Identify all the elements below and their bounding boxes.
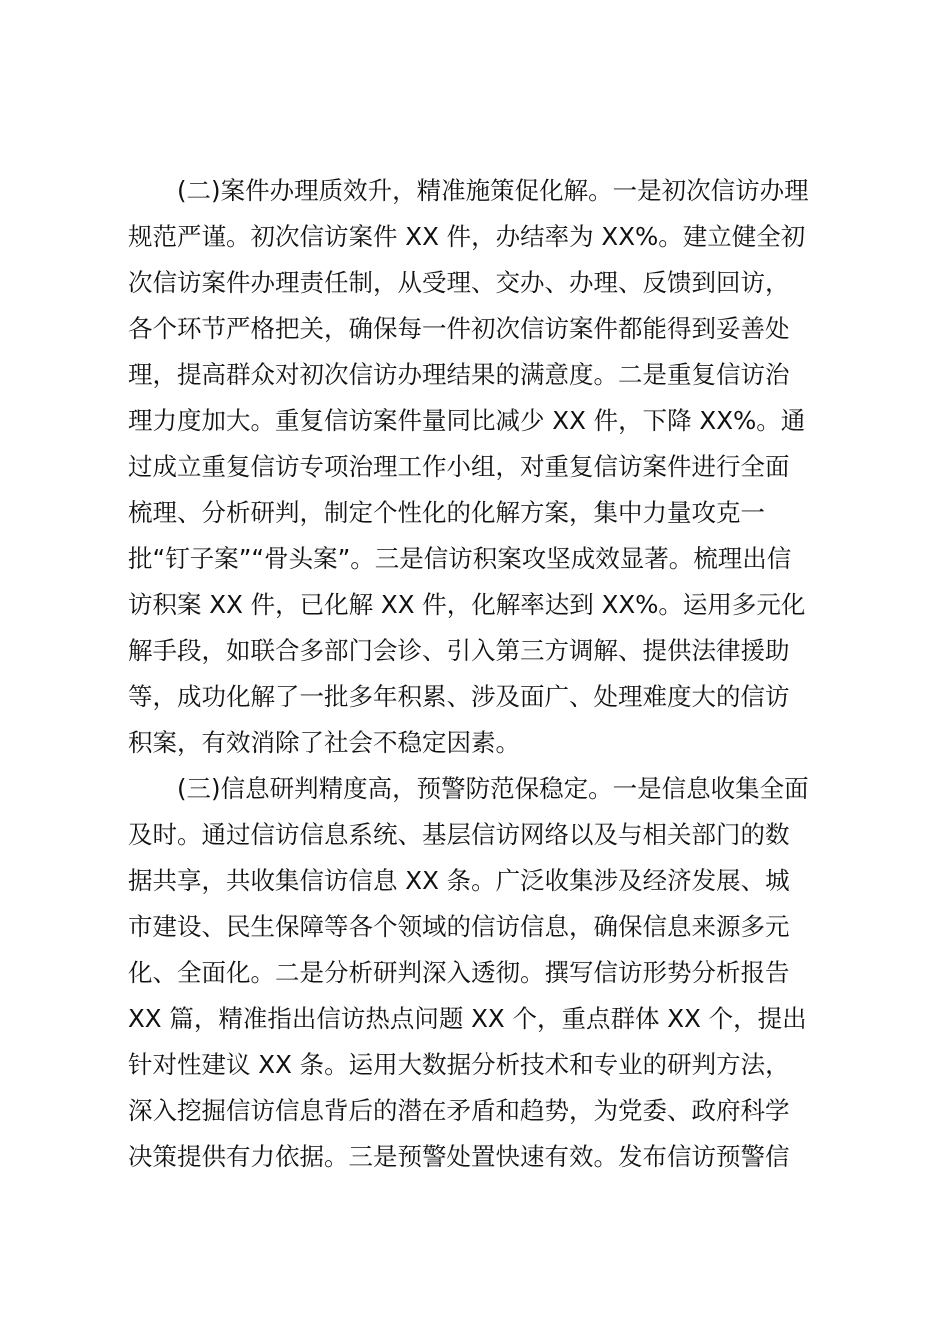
text-line: 积案，有效消除了社会不稳定因素。 — [128, 728, 520, 757]
text-line: 规范严谨。初次信访案件 XX 件，办结率为 XX%。建立健全初 — [128, 222, 806, 251]
paragraph-section-3 — [128, 766, 828, 1180]
text-line: 化、全面化。二是分析研判深入透彻。撰写信访形势分析报告 — [128, 958, 790, 987]
text-line: 解手段，如联合多部门会诊、引入第三方调解、提供法律援助 — [128, 636, 790, 665]
text-line: 决策提供有力依据。三是预警处置快速有效。发布信访预警信 — [128, 1142, 790, 1171]
text-line: 各个环节严格把关，确保每一件初次信访案件都能得到妥善处 — [128, 314, 790, 343]
text-line: 理，提高群众对初次信访办理结果的满意度。二是重复信访治 — [128, 360, 790, 389]
text-line: 深入挖掘信访信息背后的潜在矛盾和趋势，为党委、政府科学 — [128, 1096, 790, 1125]
text-line: 过成立重复信访专项治理工作小组，对重复信访案件进行全面 — [128, 452, 790, 481]
text-line: 及时。通过信访信息系统、基层信访网络以及与相关部门的数 — [128, 820, 790, 849]
paragraph-section-2 — [128, 168, 828, 766]
text-line: 据共享，共收集信访信息 XX 条。广泛收集涉及经济发展、城 — [128, 866, 790, 895]
text-line: 次信访案件办理责任制，从受理、交办、办理、反馈到回访， — [128, 268, 790, 297]
text-line: 理力度加大。重复信访案件量同比减少 XX 件，下降 XX%。通 — [128, 406, 806, 435]
text-line: 针对性建议 XX 条。运用大数据分析技术和专业的研判方法， — [128, 1050, 790, 1079]
text-line: 市建设、民生保障等各个领域的信访信息，确保信息来源多元 — [128, 912, 790, 941]
text-line: 等，成功化解了一批多年积累、涉及面广、处理难度大的信访 — [128, 682, 790, 711]
text-line: 批“钉子案”“骨头案”。三是信访积案攻坚成效显著。梳理出信 — [128, 544, 792, 573]
text-line: (三)信息研判精度高，预警防范保稳定。一是信息收集全面 — [177, 774, 809, 803]
text-line: (二)案件办理质效升，精准施策促化解。一是初次信访办理 — [177, 176, 809, 205]
document-body — [128, 168, 828, 1180]
text-line: XX 篇，精准指出信访热点问题 XX 个，重点群体 XX 个，提出 — [128, 1004, 807, 1033]
text-line: 访积案 XX 件，已化解 XX 件，化解率达到 XX%。运用多元化 — [128, 590, 806, 619]
text-line: 梳理、分析研判，制定个性化的化解方案，集中力量攻克一 — [128, 498, 765, 527]
